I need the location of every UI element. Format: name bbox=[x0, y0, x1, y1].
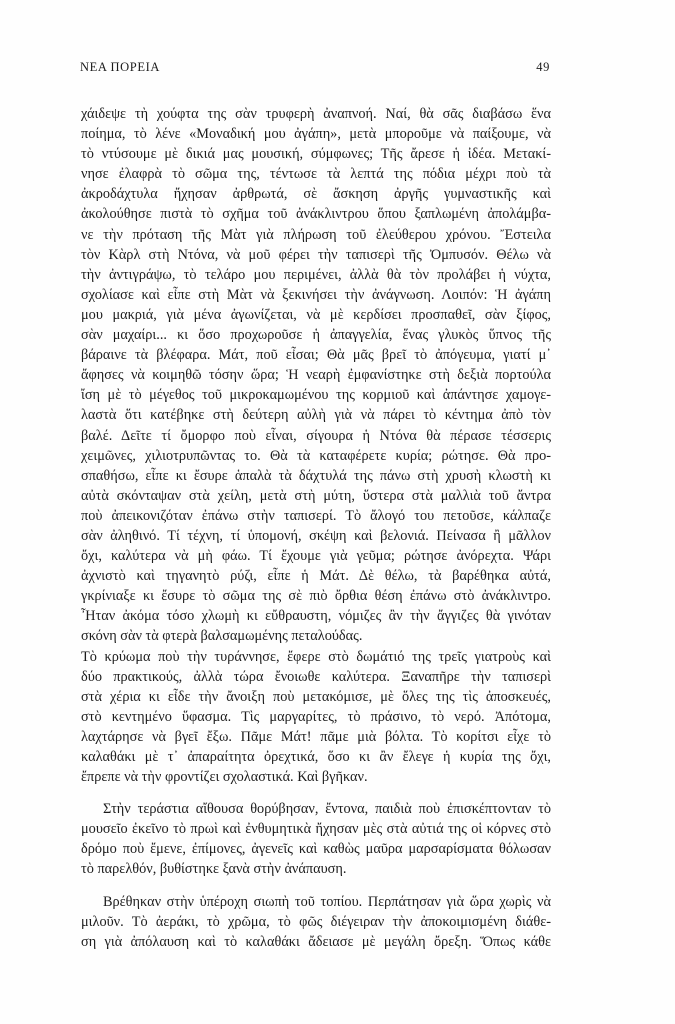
text-line: χειμῶνες, χιλιοτρυπῶντας το. Θὰ τὰ καταφέρετε κυρία; ρώτησε. Θὰ προ- bbox=[81, 447, 551, 464]
text-line: ση γιὰ ἀπόλαυση καὶ τὸ καλαθάκι ἄδειασε μὲ μεγάλη ὄρεξη. Ὅπως κάθε bbox=[81, 933, 551, 950]
text-line: σχολίασε καὶ εἶπε στὴ Μὰτ νὰ ξεκινήσει τὴν ἀνάγνωση. Λοιπόν: Ἡ ἀγάπη bbox=[81, 286, 551, 303]
text-line: τὸ ντύσουμε μὲ δικιά μας μουσική, σύμφωνες; Τῆς ἄρεσε ἡ ἰδέα. Μετακί- bbox=[81, 146, 551, 163]
text-line: καλαθάκι μὲ τ᾽ ἀπαραίτητα ὀρεχτικά, ὅσο κι ἂν ἔλεγε ἡ κυρία της ὄχι, bbox=[81, 749, 551, 765]
text-line: γκρίνιαξε κι ἔσυρε τὸ σῶμα της σὲ πιὸ ὄρθια θέση ἐπάνω στὸ ἀνάκλιντρο. bbox=[81, 588, 551, 605]
text-line: ἀκροδάχτυλα ἤχησαν ἀρθρωτά, σὲ ἄσκηση ἀργῆς γυμναστικῆς καὶ bbox=[81, 186, 551, 203]
text-line: τὸν Κὰρλ στὴ Ντόνα, νὰ μοῦ φέρει τὴν ταπισερὶ τῆς Ὀμπυσόν. Θέλω νὰ bbox=[81, 246, 551, 263]
text-line: νησε ἐλαφρὰ τὸ σῶμα της, τέντωσε τὰ λεπτά της πόδια μέχρι ποὺ τὰ bbox=[81, 166, 551, 183]
text-line: δύο πρακτικούς, ἀλλὰ τώρα ἔνοιωθε καλύτερα. Ξαναπῆρε τὴν ταπισερὶ bbox=[81, 668, 551, 685]
text-line: ἀχνιστὸ καὶ τηγανητὸ ρύζι, εἶπε ἡ Μάτ. Δὲ θέλω, τὰ βαρέθηκα αὐτά, bbox=[81, 568, 551, 585]
text-line: ἴση μὲ τὸ μέγεθος τοῦ μικροκαμωμένου της κορμιοῦ καὶ ἀπάντησε χαμογε- bbox=[81, 387, 551, 404]
text-line: αὐτὰ σκόνταψαν στὰ χείλη, μετὰ στὴ μύτη, ὕστερα στὰ μαλλιὰ τοῦ ἄντρα bbox=[81, 487, 551, 504]
text-line: ὄχι, καλύτερα νὰ μὴ φάω. Τί ἔχουμε γιὰ γεῦμα; ρώτησε ἀνόρεχτα. Ψάρι bbox=[81, 548, 551, 565]
text-line: βάραινε τὰ βλέφαρα. Μάτ, ποῦ εἶσαι; Θὰ μᾶς βρεῖ τὸ ἀπόγευμα, γιατί μ᾽ bbox=[81, 347, 551, 364]
text-line: βαλέ. Δεῖτε τί ὄμορφο ποὺ εἶναι, σίγουρα ἡ Ντόνα θὰ πέρασε τέσσερις bbox=[81, 427, 551, 444]
text-line: σὰν μαχαίρι... κι ὅσο προχωροῦσε ἡ ἀπαγγελία, ἕνας γλυκὸς ὕπνος τῆς bbox=[81, 327, 551, 344]
page-number: 49 bbox=[536, 60, 550, 74]
text-line: ἄφησες νὰ κοιμηθῶ τόσην ὥρα; Ἡ νεαρὴ ἐμφανίστηκε στὴ δεξιὰ πορτούλα bbox=[81, 367, 551, 384]
text-line: τὸ παρελθόν, βυθίστηκε ξανὰ στὴν ἀνάπαυση. bbox=[81, 861, 347, 878]
text-line: Ἦταν ἀκόμα τόσο χλωμὴ κι εὔθραυστη, νόμιζες ἂν τὴν ἄγγιζες θὰ γινόταν bbox=[81, 608, 551, 625]
text-line: ποίημα, τὸ λένε «Μοναδική μου ἀγάπη», μετὰ μποροῦμε νὰ παίξουμε, νὰ bbox=[81, 126, 551, 143]
paragraph bbox=[81, 104, 551, 647]
text-line: Τὸ κρύωμα ποὺ τὴν τυράννησε, ἔφερε στὸ δωμάτιό της τρεῖς γιατροὺς καὶ bbox=[81, 648, 551, 665]
text-line: σκόνη σὰν τὰ φτερὰ βαλσαμωμένης πεταλούδας. bbox=[81, 628, 363, 645]
paragraph-gap bbox=[81, 787, 551, 799]
text-line: νε τὴν πρόταση τῆς Μὰτ γιὰ πλήρωση τοῦ ἐλεύθερου χρόνου. Ἔστειλα bbox=[81, 226, 551, 243]
text-line: σπαθήσω, εἶπε κι ἔσυρε ἁπαλὰ τὰ δάχτυλά της πάνω στὴ χρυσὴ κλωστὴ κι bbox=[81, 467, 551, 484]
text-line: ἀκολούθησε πιστὰ τὸ σχῆμα τοῦ ἀνάκλιντρου ὅπου ξαπλωμένη ἀπολάμβα- bbox=[81, 206, 551, 223]
paragraph bbox=[81, 799, 551, 879]
running-title: ΝΕΑ ΠΟΡΕΙΑ bbox=[80, 60, 160, 74]
text-line: στὰ χέρια κι εἶδε τὴν ἄνοιξη ποὺ μετακόμισε, μὲ ὅλες της τὶς ἀποσκευές, bbox=[81, 688, 551, 705]
text-line: στὸ κεντημένο ὕφασμα. Τὶς μαργαρίτες, τὸ πράσινο, τὸ νερό. Ἀπότομα, bbox=[81, 708, 551, 725]
text-line: λαχτάρησε νὰ βγεῖ ἔξω. Πᾶμε Μάτ! πᾶμε μιὰ βόλτα. Τὸ κορίτσι εἶχε τὸ bbox=[81, 728, 551, 745]
text-line: Βρέθηκαν στὴν ὑπέροχη σιωπὴ τοῦ τοπίου. Περπάτησαν γιὰ ὥρα χωρὶς νὰ bbox=[103, 893, 551, 910]
text-line: σὰν ἀληθινό. Τί τέχνη, τί ὑπομονή, σκέψη καὶ βελονιά. Πείνασα ἢ μᾶλλον bbox=[81, 527, 551, 544]
text-line: μουσεῖο ἐκεῖνο τὸ πρωὶ καὶ ἐνθυμητικὰ ἤχησαν μὲς στὰ αὐτιά της οἱ κόρνες στὸ bbox=[81, 821, 551, 838]
running-head bbox=[80, 60, 550, 80]
text-line: μιλοῦν. Τὸ ἀεράκι, τὸ χρῶμα, τὸ φῶς διέγειραν τὴν ἀποκοιμισμένη διάθε- bbox=[81, 913, 551, 930]
paragraph bbox=[81, 647, 551, 788]
text-line: χάιδεψε τὴ χούφτα της σὰν τρυφερὴ ἀναπνοή. Ναί, θὰ σᾶς διαβάσω ἕνα bbox=[81, 106, 551, 122]
text-line: λαστὰ ὅτι κατέβηκε στὴ δεύτερη αὐλὴ γιὰ νὰ πάρει τὸ κέντημα ἀπὸ τὸν bbox=[81, 407, 551, 424]
body-text bbox=[81, 104, 551, 952]
text-line: ἔπρεπε νὰ τὴν φροντίζει σχολαστικά. Καὶ βγῆκαν. bbox=[81, 769, 368, 786]
paragraph-gap bbox=[81, 880, 551, 892]
text-line: ποὺ ἀπεικονιζόταν ἐπάνω στὴν ταπισερί. Τὸ ἄλογό του πετοῦσε, κάλπαζε bbox=[81, 507, 551, 524]
text-line: τὴν ἀντιγράψω, τὸ τελάρο μου περιμένει, ἀλλὰ θὰ τὸν προλάβει ἡ νύχτα, bbox=[81, 266, 551, 283]
text-line: Στὴν τεράστια αἴθουσα θορύβησαν, ἔντονα, παιδιὰ ποὺ ἐπισκέπτονταν τὸ bbox=[103, 801, 551, 818]
text-line: δρόμο ποὺ ἔμενε, ἐπίμονες, ἀγενεῖς καὶ καθὼς μαῦρα μαρσαρίσματα θόλωσαν bbox=[81, 841, 551, 858]
text-line: μου μακριά, γιὰ μένα ἀγωνίζεται, νὰ μὲ κερδίσει προσπαθεῖ, σὰν ξίφος, bbox=[81, 306, 551, 323]
paragraph bbox=[81, 892, 551, 952]
